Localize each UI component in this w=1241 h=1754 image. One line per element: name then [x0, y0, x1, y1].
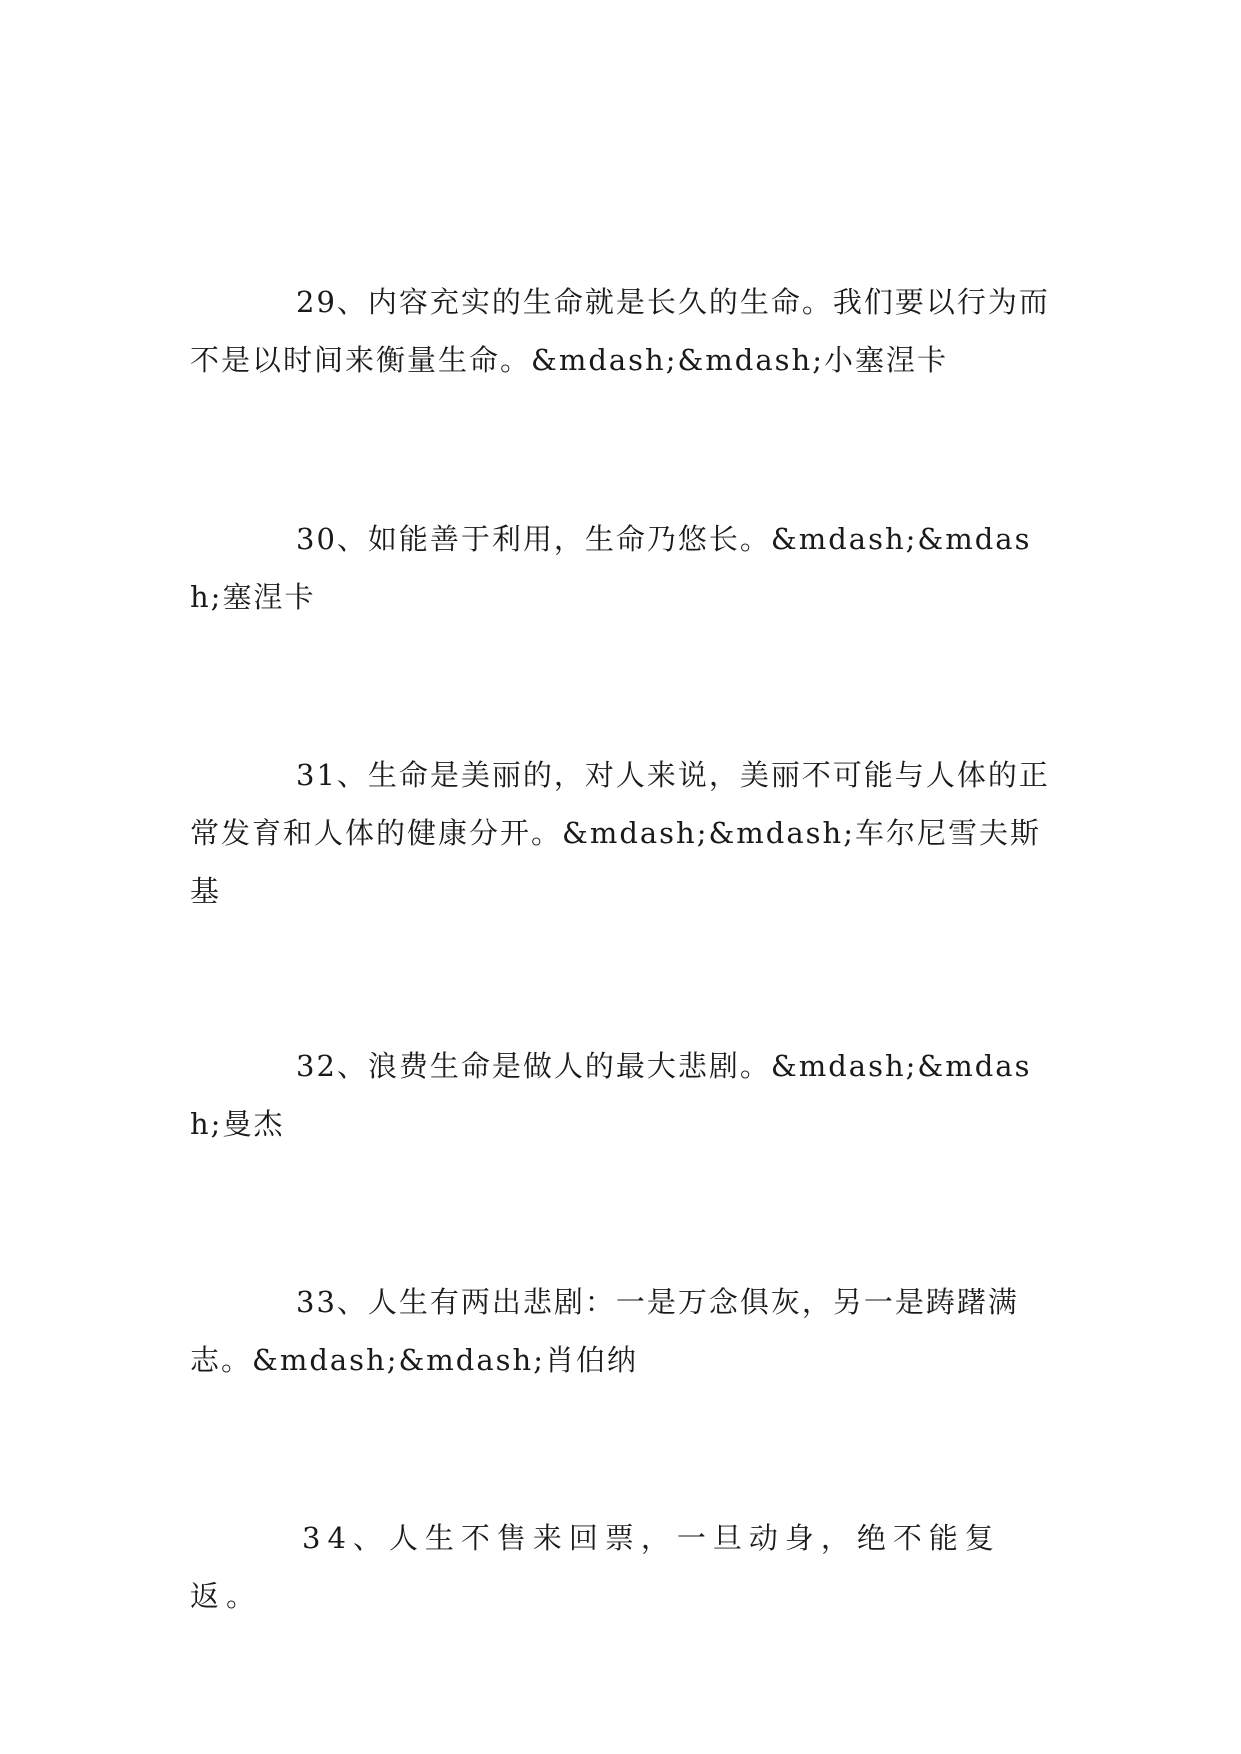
quote-paragraph-34: 34、人生不售来回票，一旦动身，绝不能复返。: [190, 1521, 1001, 1613]
quote-paragraph-31: 31、生命是美丽的，对人来说，美丽不可能与人体的正常发育和人体的健康分开。&mdash;&mdash;车尔尼雪夫斯基: [190, 758, 1050, 908]
quote-paragraph-30: 30、如能善于利用，生命乃悠长。&mdash;&mdash;塞涅卡: [190, 522, 1032, 614]
quote-paragraph-29: 29、内容充实的生命就是长久的生命。我们要以行为而不是以时间来衡量生命。&mdash;&mdash;小塞涅卡: [190, 285, 1050, 377]
quote-paragraph-33: 33、人生有两出悲剧：一是万念俱灰，另一是踌躇满志。&mdash;&mdash;肖伯纳: [190, 1285, 1019, 1377]
quote-paragraph-32: 32、浪费生命是做人的最大悲剧。&mdash;&mdash;曼杰: [190, 1049, 1032, 1141]
